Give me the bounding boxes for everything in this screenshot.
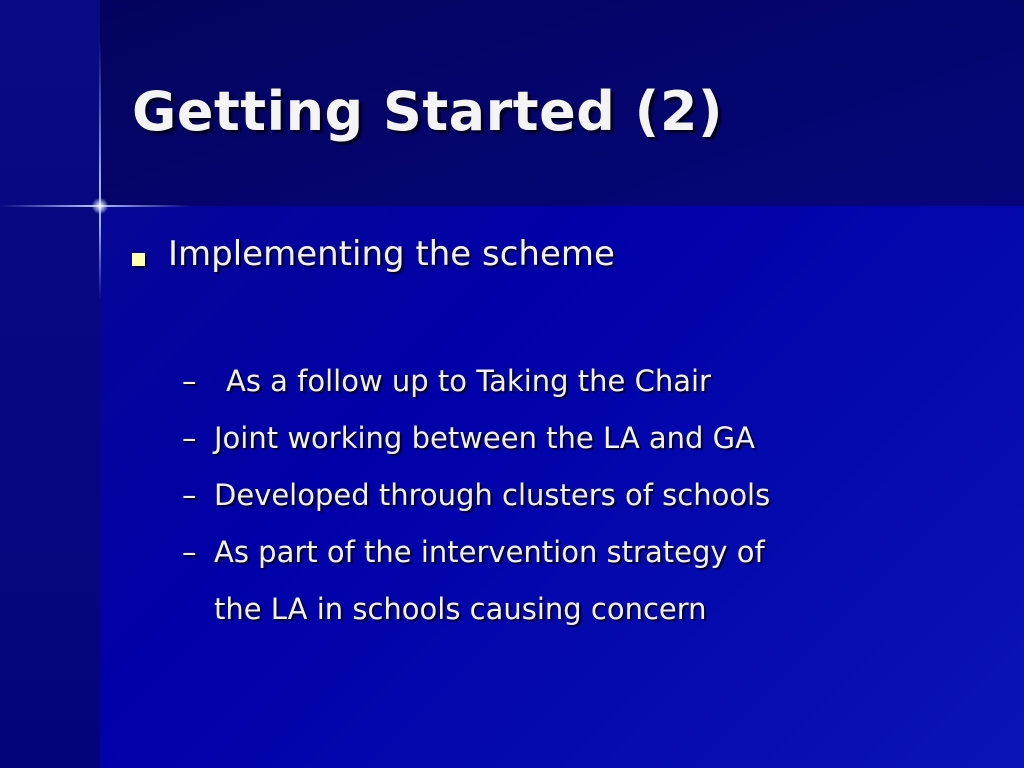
dash-marker: –: [182, 478, 197, 512]
sub-bullet-text: Joint working between the LA and GA: [214, 421, 755, 455]
vertical-light-line: [99, 40, 101, 300]
sub-bullet-text: Developed through clusters of schools: [214, 478, 771, 512]
sub-bullet-text: As part of the intervention strategy of: [214, 535, 765, 569]
sub-bullet-text: As a follow up to Taking the Chair: [226, 364, 711, 398]
slide-title: Getting Started (2): [132, 80, 724, 143]
bullet-square-icon: [132, 253, 145, 266]
dash-marker: –: [182, 421, 197, 455]
sparkle-icon: [92, 198, 108, 214]
sub-bullet-text-continuation: the LA in schools causing concern: [214, 592, 707, 626]
dash-marker: –: [182, 364, 197, 398]
dash-marker: –: [182, 535, 197, 569]
bullet-level1-text: Implementing the scheme: [168, 234, 615, 274]
left-decor-band: [0, 0, 100, 768]
